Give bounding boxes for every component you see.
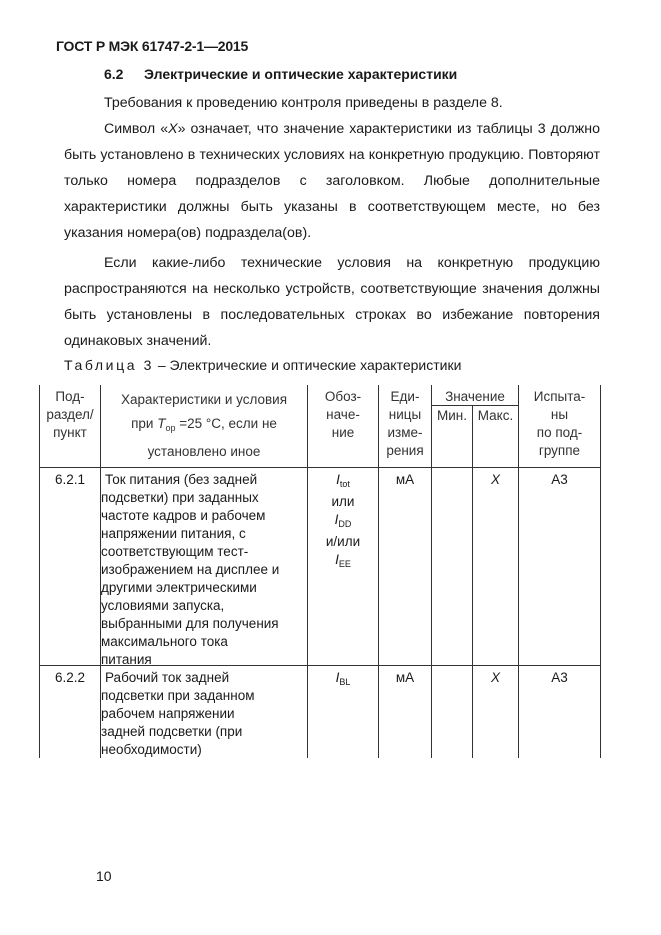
- table-caption-label: Таблица 3: [64, 357, 154, 373]
- row-characteristic-line: максимального тока: [101, 634, 228, 649]
- header-subsection: [40, 388, 100, 442]
- row-test-group: A3: [551, 670, 568, 685]
- table-col-divider: [431, 385, 432, 758]
- row-characteristic-line: необходимости): [101, 742, 202, 757]
- row-number: 6.2.2: [54, 670, 86, 685]
- row-characteristic-line: изображением на дисплее и: [101, 562, 280, 577]
- row-units: мА: [395, 472, 415, 487]
- designation-subscript: tot: [339, 479, 350, 489]
- row-characteristic-line: условиями запуска,: [101, 598, 225, 613]
- designation-letter: I: [335, 670, 340, 685]
- row-characteristic-line: Рабочий ток задней: [105, 670, 230, 685]
- header-text: Характеристики и условия: [120, 392, 288, 407]
- row-max: [473, 669, 518, 687]
- designation-symbol: [308, 471, 378, 493]
- row-characteristic-line: питания: [101, 652, 152, 667]
- header-test-group: [519, 388, 600, 460]
- table-header-bottom: [39, 467, 601, 468]
- row-characteristic-line: частоте кадров и рабочем: [101, 508, 266, 523]
- header-text: =25 °С, если не: [175, 416, 277, 431]
- section-title: Электрические и оптические характеристики: [144, 66, 458, 82]
- header-symbol: T: [157, 416, 166, 431]
- header-text: изме-: [387, 425, 423, 440]
- row-characteristic-line: соответствующим тест-: [101, 544, 249, 559]
- designation-conjunction: и/или: [325, 534, 361, 549]
- header-text: раздел/: [46, 407, 94, 422]
- table-caption: [64, 357, 461, 373]
- row-designation: [308, 471, 378, 573]
- row-max-symbol: X: [490, 670, 500, 685]
- header-value: Значение: [445, 389, 505, 404]
- designation-symbol: [308, 669, 378, 691]
- header-text: по под-: [536, 425, 583, 440]
- header-text: ны: [550, 407, 569, 422]
- section-heading: [104, 66, 457, 82]
- row-characteristic-line: задней подсветки (при: [101, 724, 243, 739]
- page-number: 10: [96, 868, 112, 884]
- header-subscript: op: [165, 423, 176, 433]
- table-caption-text: – Электрические и оптические характеристики: [153, 357, 462, 373]
- header-text: при: [131, 416, 158, 431]
- designation-letter: I: [335, 552, 339, 567]
- table-col-divider: [472, 405, 473, 758]
- designation-symbol: [308, 511, 378, 533]
- header-text: пункт: [53, 425, 87, 440]
- header-text: наче-: [326, 407, 360, 422]
- header-max: Макс.: [477, 408, 514, 423]
- row-characteristic: [101, 471, 309, 669]
- header-text: рения: [386, 443, 424, 458]
- paragraph-symbol-x-before: Символ «: [104, 121, 169, 137]
- header-text: Обоз-: [324, 389, 362, 404]
- row-max: [473, 471, 518, 489]
- header-text: Еди-: [390, 389, 420, 404]
- header-text: установлено иное: [147, 444, 261, 459]
- header-text: ницы: [388, 407, 422, 422]
- paragraph-requirements: Требования к проведению контроля приведены в разделе 8.: [104, 95, 503, 111]
- header-text: [101, 412, 307, 440]
- row-characteristic-line: другими электрическими: [101, 580, 257, 595]
- table-border-right: [600, 385, 601, 758]
- symbol-x: X: [168, 121, 178, 137]
- header-characteristics: [101, 388, 307, 464]
- designation-conjunction: или: [331, 494, 355, 509]
- designation-subscript: EE: [338, 559, 351, 569]
- row-characteristic-line: подсветки) при заданных: [101, 490, 259, 505]
- paragraph-symbol-x-after: » означает, что значение характеристики из таблицы 3 должно быть установлено в технических условиях на конкретную продукцию. Повторяют только номера подразделов с заголовком. Любые дополнительные характеристики должны быть указаны в соответствующем месте, но без указания номера(ов) подраздела(ов).: [64, 121, 600, 241]
- paragraph-multiple-devices: Если какие-либо технические условия на конкретную продукцию распространяются на несколько устройств, соответствующие значения должны быть установлены в последовательных строках во избежание повторения одинаковых значений.: [64, 255, 600, 349]
- row-designation: [308, 669, 378, 691]
- header-text: ние: [331, 425, 355, 440]
- designation-symbol: [308, 551, 378, 573]
- header-units: [379, 388, 431, 460]
- row-characteristic: [101, 669, 309, 759]
- document-header: ГОСТ Р МЭК 61747-2-1—2015: [56, 38, 249, 54]
- header-text: группе: [538, 443, 581, 458]
- row-characteristic-line: напряжении питания, с: [101, 526, 246, 541]
- designation-letter: I: [334, 512, 339, 527]
- row-characteristic-line: выбранными для получения: [101, 616, 279, 631]
- header-text: Испыта-: [533, 389, 586, 404]
- row-units: мА: [395, 670, 415, 685]
- header-text: Под-: [55, 389, 85, 404]
- characteristics-table: [39, 385, 601, 758]
- paragraph-symbol-x: [64, 116, 600, 246]
- row-test-group: A3: [551, 472, 568, 487]
- designation-letter: I: [336, 472, 340, 487]
- row-number: 6.2.1: [54, 472, 86, 487]
- section-number: 6.2: [104, 66, 124, 82]
- row-characteristic-line: рабочем напряжении: [101, 706, 235, 721]
- row-characteristic-line: подсветки при заданном: [101, 688, 255, 703]
- row-characteristic-line: Ток питания (без задней: [105, 472, 258, 487]
- header-designation: [308, 388, 378, 442]
- designation-subscript: DD: [338, 519, 352, 529]
- header-min: Мин.: [437, 408, 467, 423]
- row-max-symbol: X: [490, 472, 500, 487]
- designation-subscript: BL: [339, 677, 351, 687]
